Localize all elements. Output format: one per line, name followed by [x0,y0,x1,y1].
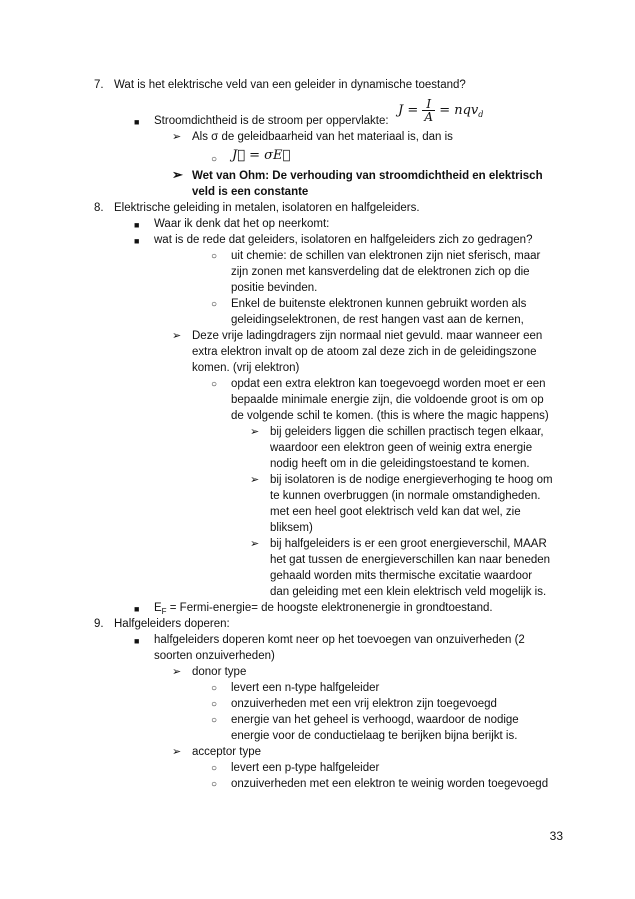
arrow-bullet-icon: ➢ [172,330,182,342]
q8-d3-line1: bij halfgeleiders is er een groot energieverschil, MAAR [270,538,547,550]
acceptor-item-2: onzuiverheden met een elektron te weinig worden toegevoegd [231,778,549,790]
arrow-bullet-icon: ➢ [172,746,182,758]
q9-b1-line2: soorten onzuiverheden) [154,650,275,662]
ohm-law-line2: veld is een constante [192,186,309,198]
fermi-subscript: F [161,607,167,616]
q8-c1-line1: uit chemie: de schillen van elektronen zijn niet sferisch, maar [231,250,541,262]
q9-b1-line1: halfgeleiders doperen komt neer op het toevoegen van onzuiverheden (2 [154,634,525,646]
circle-bullet-icon: ○ [211,763,218,774]
donor-item-3-line1: energie van het geheel is verhoogd, waardoor de nodige [231,714,519,726]
donor-item-1: levert een n-type halfgeleider [231,682,380,694]
q8-c3-line2: bepaalde minimale energie zijn, die voldoende groot is om op [231,394,544,406]
q8-d2-line4: bliksem) [270,522,313,534]
q8-c3-line1: opdat een extra elektron kan toegevoegd worden moet er een [231,378,546,390]
arrow-bullet-icon: ➢ [250,426,260,438]
square-bullet-icon: ■ [134,220,140,230]
q7-current-density-text: Stroomdichtheid is de stroom per oppervlakte: [154,115,389,127]
q8-number: 8. [94,202,104,214]
circle-bullet-icon: ○ [211,779,218,790]
arrow-bullet-icon: ➢ [250,474,260,486]
formula-numerator: I [422,98,435,111]
arrow-bullet-icon: ➢ [172,666,182,678]
q8-c3-line3: de volgende schil te komen. (this is where the magic happens) [231,410,549,422]
arrow-bullet-icon: ➢ [172,131,182,143]
q8-c1-line2: zijn zonen met kansverdeling dat de elektronen zich op die [231,266,530,278]
donor-item-3-line2: energie voor de conductielaag te berijken bijna berijkt is. [231,730,518,742]
q8-a1-line1: Deze vrije ladingdragers zijn normaal niet gevuld. maar wanneer een [192,330,543,342]
square-bullet-icon: ■ [134,636,140,646]
square-bullet-icon: ■ [134,236,140,246]
formula-lhs: J = [398,103,419,118]
circle-bullet-icon: ○ [211,299,218,310]
q8-d2-line3: met een heel goot elektrisch veld kan dat wel, zie [270,506,521,518]
formula-subscript: d [478,110,484,119]
q8-c2-line1: Enkel de buitenste elektronen kunnen gebruikt worden als [231,298,527,310]
circle-bullet-icon: ○ [211,715,218,726]
q8-d3-line2: het gat tussen de energieverschillen kan naar beneden [270,554,551,566]
q9-number: 9. [94,618,104,630]
q8-d1-line1: bij geleiders liggen die schillen practisch tegen elkaar, [270,426,544,438]
fermi-definition: = Fermi-energie= de hoogste elektronenergie in grondtoestand. [166,602,493,614]
q8-c1-line3: positie bevinden. [231,282,318,294]
q7-number: 7. [94,79,104,91]
arrow-bullet-icon: ➢ [250,538,260,550]
q8-d2-line1: bij isolatoren is de nodige energieverhoging te hoog om [270,474,553,486]
q8-a1-line3: komen. (vrij elektron) [192,362,300,374]
q8-d1-line3: nodig heeft om in die geleidingstoestand te komen. [270,458,530,470]
q8-title: Elektrische geleiding in metalen, isolatoren en halfgeleiders. [114,202,420,214]
page-number: 33 [549,829,563,843]
q9-title: Halfgeleiders doperen: [114,618,230,630]
formula-rhs: = nqv [439,103,479,118]
q8-c2-line2: geleidingselektronen, de rest hangen vast aan de kernen, [231,314,524,326]
q7-title: Wat is het elektrische veld van een geleider in dynamische toestand? [114,79,466,91]
q8-bullet-2: wat is de rede dat geleiders, isolatoren en halfgeleiders zich zo gedragen? [154,234,533,246]
q8-bullet-1: Waar ik denk dat het op neerkomt: [154,218,330,230]
arrow-bullet-icon: ➢ [172,167,183,182]
q8-a1-line2: extra elektron invalt op de atoom zal deze zich in de geleidingszone [192,346,537,358]
acceptor-item-1: levert een p-type halfgeleider [231,762,380,774]
q8-d3-line3: gehaald worden mits thermische excitatie waardoor [270,570,533,582]
donor-type-label: donor type [192,666,247,678]
square-bullet-icon: ■ [134,117,140,127]
ohm-law-line1: Wet van Ohm: De verhouding van stroomdichtheid en elektrisch [192,170,543,182]
acceptor-type-label: acceptor type [192,746,262,758]
circle-bullet-icon: ○ [211,699,218,710]
circle-bullet-icon: ○ [211,683,218,694]
formula-fraction [422,98,435,123]
circle-bullet-icon: ○ [211,379,218,390]
current-density-formula [398,98,483,123]
q8-d3-line4: dan geleiding met een klein elektrisch veld mogelijk is. [270,586,547,598]
q8-d1-line2: waardoor een elektron geen of weinig extra energie [270,442,533,454]
circle-bullet-icon: ○ [211,154,218,165]
fermi-e: E [154,602,162,614]
q7-conductivity-text: Als σ de geleidbaarheid van het materiaal is, dan is [192,131,453,143]
circle-bullet-icon: ○ [211,251,218,262]
square-bullet-icon: ■ [134,604,140,614]
formula-denominator: A [424,110,434,124]
q8-d2-line2: te kunnen overbruggen (in normale omstandigheden. [270,490,541,502]
ohm-vector-formula: J⃗ = σE⃗ [232,148,291,163]
donor-item-2: onzuiverheden met een vrij elektron zijn toegevoegd [231,698,497,710]
